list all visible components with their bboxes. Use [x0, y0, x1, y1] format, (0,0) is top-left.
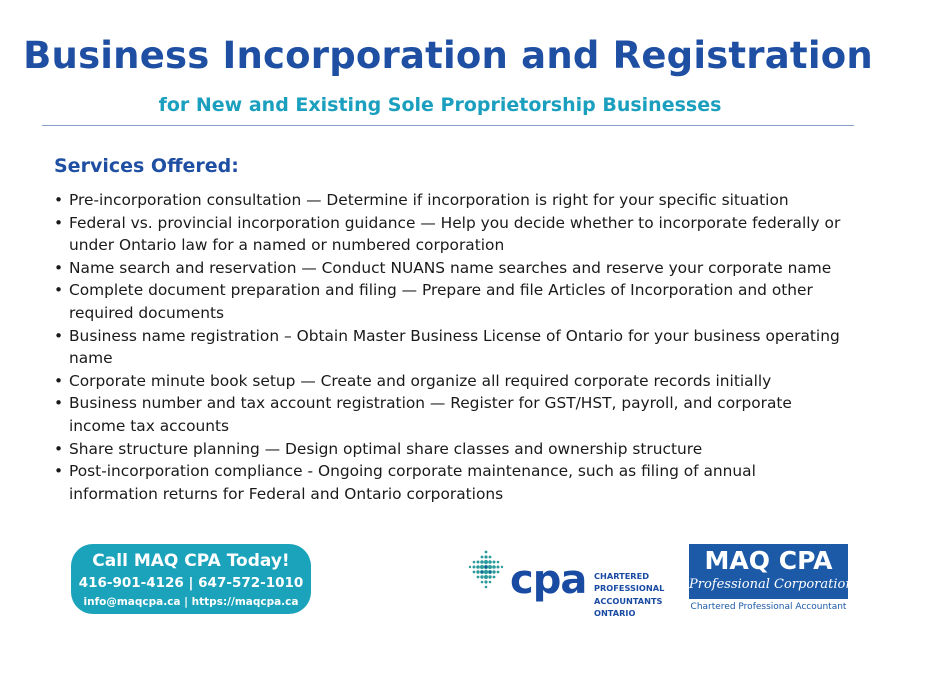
list-item-text: Business name registration – Obtain Master Business License of Ontario for your business operating: [69, 326, 840, 345]
list-item-text-continued: income tax accounts: [69, 416, 230, 435]
page-title: Business Incorporation and Registration: [23, 34, 873, 77]
list-item: [52, 279, 872, 324]
bullet-icon: •: [54, 258, 64, 277]
list-item-text: Complete document preparation and filing — Prepare and file Articles of Incorporation and other: [69, 281, 813, 300]
list-item-text-continued: under Ontario law for a named or numbered corporation: [69, 236, 505, 255]
bullet-icon: •: [54, 281, 64, 300]
maq-logo-subtitle: Professional Corporation: [689, 577, 854, 592]
cpa-tagline-line: PROFESSIONAL: [594, 583, 665, 594]
list-item-text: Share structure planning — Design optimal share classes and ownership structure: [69, 439, 703, 458]
list-item-text: Name search and reservation — Conduct NUANS name searches and reserve your corporate name: [69, 258, 832, 277]
bullet-icon: •: [54, 326, 64, 345]
cpa-tagline-line: ONTARIO: [594, 608, 636, 619]
contact-phones[interactable]: 416-901-4126 | 647-572-1010: [78, 575, 304, 591]
bullet-icon: •: [54, 213, 64, 232]
services-list: [52, 189, 872, 505]
bullet-icon: •: [54, 439, 64, 458]
list-item-text: Pre-incorporation consultation — Determine if incorporation is right for your specific situation: [69, 191, 789, 209]
list-item: [52, 189, 872, 212]
services-heading: Services Offered:: [54, 155, 239, 177]
cpa-tagline-line: CHARTERED: [594, 571, 650, 581]
list-item-text-continued: information returns for Federal and Ontario corporations: [69, 484, 504, 503]
page-subtitle: for New and Existing Sole Proprietorship Businesses: [158, 94, 722, 116]
list-item: [52, 212, 872, 257]
list-item: [52, 325, 872, 370]
list-item: [52, 257, 872, 280]
list-item-text-continued: name: [69, 349, 113, 368]
bullet-icon: •: [54, 462, 64, 481]
list-item-text: Corporate minute book setup — Create and organize all required corporate records initially: [69, 371, 772, 390]
list-item: [52, 370, 872, 393]
list-item: [52, 438, 872, 461]
contact-web[interactable]: info@maqcpa.ca | https://maqcpa.ca: [83, 596, 299, 608]
list-item-text: Federal vs. provincial incorporation guidance — Help you decide whether to incorporate federally or: [69, 213, 841, 232]
cpa-tagline-line: ACCOUNTANTS: [594, 595, 663, 606]
contact-badge: [71, 544, 311, 614]
cpa-wordmark: cpa: [510, 557, 587, 603]
list-item-text-continued: required documents: [69, 303, 225, 322]
list-item: [52, 460, 872, 505]
cpa-tagline: [594, 570, 664, 620]
bullet-icon: •: [54, 371, 64, 390]
maq-cpa-logo: [689, 544, 854, 599]
list-item-text: Post-incorporation compliance - Ongoing corporate maintenance, such as filing of annual: [69, 462, 756, 481]
bullet-icon: •: [54, 394, 64, 413]
maq-logo-name: MAQ CPA: [704, 546, 833, 575]
list-item-text: Business number and tax account registration — Register for GST/HST, payroll, and corporate: [69, 394, 792, 413]
maple-leaf-dots-icon: [469, 551, 503, 589]
divider: [42, 125, 854, 126]
bullet-icon: •: [54, 191, 64, 209]
maq-logo-caption: Chartered Professional Accountant: [690, 602, 847, 612]
list-item: [52, 392, 872, 437]
contact-title: Call MAQ CPA Today!: [92, 551, 290, 571]
